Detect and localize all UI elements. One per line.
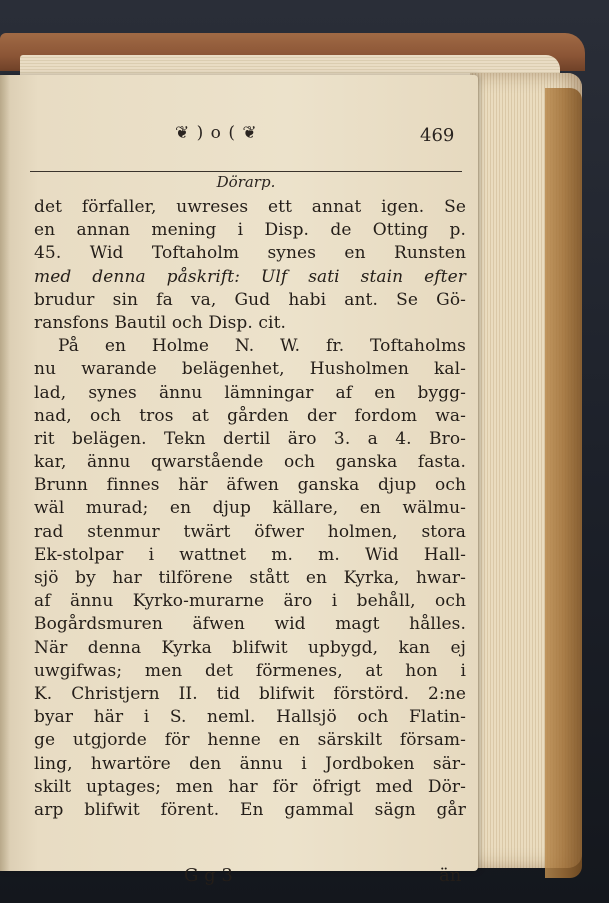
page-header — [30, 119, 460, 149]
book-page — [0, 75, 478, 886]
header-rule — [30, 171, 462, 172]
text-line: rit belägen. Tekn dertil äro 3. a 4. Bro- — [34, 428, 466, 449]
text-line: Ek-stolpar i wattnet m. m. Wid Hall- — [34, 544, 466, 565]
book — [0, 33, 590, 886]
text-line: af ännu Kyrko-murarne äro i behåll, och — [34, 591, 466, 612]
catchword: än — [439, 865, 462, 886]
text-line: Bogårdsmuren äfwen wid magt hålles. — [34, 614, 466, 635]
book-spine — [545, 88, 582, 878]
page-body — [34, 196, 466, 822]
text-line: När denna Kyrka blifwit upbygd, kan ej — [34, 637, 466, 658]
signature-mark: G g 3 — [184, 865, 233, 886]
text-line: 45. Wid Toftaholm synes en Runsten — [34, 243, 466, 264]
text-line: nad, och tros at gården der fordom wa- — [34, 405, 466, 426]
text-line: nu warande belägenhet, Husholmen kal- — [34, 359, 466, 380]
text-line: byar här i S. neml. Hallsjö och Flatin- — [34, 707, 466, 728]
text-line: arp blifwit förent. En gammal sägn går — [34, 799, 466, 820]
text-line: ransfons Bautil och Disp. cit. — [34, 312, 287, 333]
text-line: brudur sin fa va, Gud habi ant. Se Gö- — [34, 289, 466, 310]
text-line: sjö by har tilförene stått en Kyrka, hwar- — [34, 568, 466, 588]
text-line: wäl murad; en djup källare, en wälmu- — [34, 498, 466, 519]
text-line: Brunn finnes här äfwen ganska djup och — [34, 475, 466, 496]
text-line: På en Holme N. W. fr. Toftaholms — [58, 336, 466, 357]
header-ornament: ❦ ) o ( ❦ — [175, 123, 258, 143]
text-line: det förfaller, uwreses ett annat igen. Se — [34, 197, 466, 217]
text-line: uwgifwas; men det förmenes, at hon i — [34, 660, 466, 681]
text-line: kar, ännu qwarstående och ganska fasta. — [34, 452, 466, 473]
text-line: K. Christjern II. tid blifwit förstörd. 2:ne — [34, 683, 466, 704]
text-line: rad stenmur twärt öfwer holmen, stora — [34, 521, 466, 542]
text-line: med denna påskrift: Ulf sati stain efter — [34, 266, 466, 287]
text-line: skilt uptages; men har för öfrigt med Dör- — [34, 776, 466, 797]
running-head: Dörarp. — [216, 173, 276, 191]
text-line: en annan mening i Disp. de Otting p. — [34, 220, 466, 241]
text-line: ling, hwartöre den ännu i Jordboken sär- — [34, 753, 466, 774]
text-line: lad, synes ännu lämningar af en bygg- — [34, 382, 466, 403]
page-number: 469 — [420, 125, 455, 146]
page-footer — [34, 865, 466, 891]
text-line: ge utgjorde för henne en särskilt försam- — [34, 730, 466, 751]
